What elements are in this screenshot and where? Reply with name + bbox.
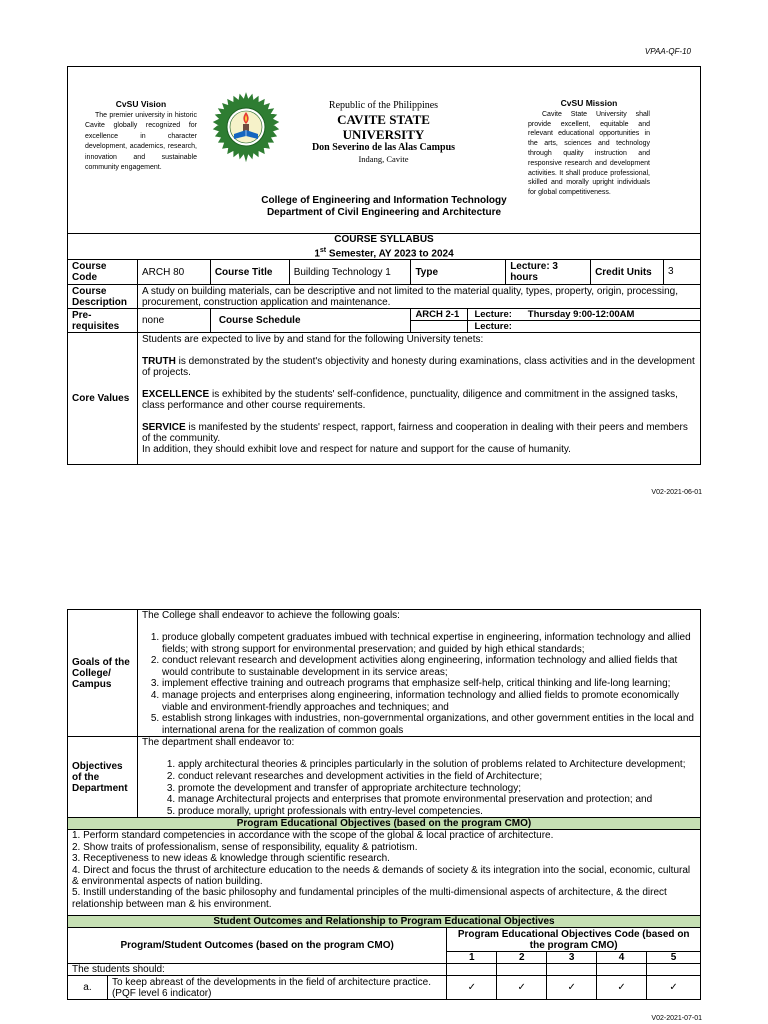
so-intro: The students should: <box>68 964 447 976</box>
check-icon: ✓ <box>447 976 497 1000</box>
type-value: Lecture: 3 hours <box>506 260 591 285</box>
goal-item: 2. conduct relevant research and development activities along engineering, information technology and allied fields that would contribute to sustainable development in its service areas; <box>162 655 696 678</box>
course-schedule-cell <box>411 309 701 333</box>
peo-header: Program Educational Objectives (based on the program CMO) <box>68 818 701 830</box>
college-name: College of Engineering and Information Technology <box>261 195 507 206</box>
course-code-label: Course Code <box>68 260 138 285</box>
schedule-section: ARCH 2-1 <box>411 309 468 320</box>
objectives-list <box>142 759 696 817</box>
course-code-value: ARCH 80 <box>137 260 210 285</box>
peo-code: 5 <box>647 952 701 964</box>
town-name: Indang, Cavite <box>358 154 409 164</box>
mission-title: CvSU Mission <box>560 98 618 108</box>
credit-units-value: 3 <box>663 260 700 284</box>
objective-item: 2. conduct relevant researches and development activities in the field of Architecture; <box>178 771 696 783</box>
credit-units-label: Credit Units <box>595 266 652 278</box>
document-code: VPAA-QF-10 <box>644 47 691 56</box>
course-info-table <box>67 233 701 465</box>
schedule-lecture: Lecture: Thursday 9:00-12:00AM <box>474 309 635 321</box>
core-values-closing: In addition, they should exhibit love and respect for nature and support for the cause of humanity. <box>141 444 571 456</box>
student-outcomes-table <box>67 927 701 1000</box>
prerequisites-value: none <box>137 309 210 333</box>
schedule-lecture-2: Lecture: <box>474 321 512 333</box>
type-label: Type <box>411 260 506 285</box>
core-values-content <box>137 333 700 465</box>
vision-block <box>85 99 197 174</box>
core-value-truth: TRUTH is demonstrated by the student's objectivity and honesty during examinations, class activities and in the development of projects. <box>141 356 695 379</box>
core-value-excellence: EXCELLENCE is exhibited by the students' self-confidence, punctuality, diligence and commitment in the assigned tasks, class performance and other course requirements. <box>141 389 678 412</box>
course-schedule-label: Course Schedule <box>210 309 411 333</box>
goals-list <box>142 632 696 736</box>
objective-item: 5. produce morally, upright professionals with entry-level competencies. <box>178 806 696 818</box>
objective-item: 1. apply architectural theories & principles particularly in the solution of problems related to Architecture development; <box>178 759 696 771</box>
course-description-value: A study on building materials, can be descriptive and not limited to the material quality, types, property, origin, processing, procurement, construction application and maintenance. <box>137 285 700 309</box>
vision-title: CvSU Vision <box>115 99 167 109</box>
peo-code: 2 <box>497 952 547 964</box>
version-code-page-2: V02-2021-07-01 <box>651 1015 702 1022</box>
core-values-intro: Students are expected to live by and stand for the following University tenets: <box>141 334 484 346</box>
course-title-value: Building Technology 1 <box>289 260 411 285</box>
peo-item: 4. Direct and focus the thrust of architecture education to the needs & demands of society & its integration into the social, economic, cultural & environmental aspects of nation building. <box>72 864 691 887</box>
college-heading <box>67 195 701 219</box>
peo-content <box>68 830 701 916</box>
credit-units-cell <box>591 260 701 285</box>
so-column-right-header: Program Educational Objectives Code (based on the program CMO) <box>447 928 701 952</box>
check-icon: ✓ <box>547 976 597 1000</box>
university-name: CAVITE STATE UNIVERSITY <box>337 112 430 142</box>
semester-line: 1st Semester, AY 2023 to 2024 <box>314 247 454 260</box>
objectives-content <box>138 737 701 818</box>
goals-objectives-table <box>67 609 701 928</box>
check-icon: ✓ <box>647 976 701 1000</box>
goal-item: 1. produce globally competent graduates imbued with technical expertise in engineering, information technology and allied fields; with strong support for environmental preservation; and guided by high ethical standards; <box>162 632 696 655</box>
so-row-text: To keep abreast of the developments in the field of architecture practice. (PQF level 6 indicator) <box>107 976 446 1000</box>
mission-text: Cavite State University shall provide excellent, equitable and relevant educational opportunities in the arts, sciences and technology through quality instruction and responsive research and development activities. It shall produce professional, skilled and morally upright individuals for global competitiveness. <box>528 110 650 197</box>
cvsu-seal-logo <box>206 92 286 162</box>
peo-item: 2. Show traits of professionalism, sense of responsibility, equality & patriotism. <box>72 841 418 853</box>
version-code-page-1: V02-2021-06-01 <box>651 489 702 496</box>
peo-code: 1 <box>447 952 497 964</box>
goal-item: 3. implement effective training and outreach programs that emphasize self-help, critical thinking and life-long learning; <box>162 678 696 690</box>
objectives-intro: The department shall endeavor to: <box>142 737 295 749</box>
peo-code: 4 <box>597 952 647 964</box>
so-header: Student Outcomes and Relationship to Program Educational Objectives <box>68 916 701 928</box>
mission-block <box>528 99 650 198</box>
university-heading <box>296 100 471 165</box>
goals-label: Goals of the College/ Campus <box>68 610 138 737</box>
goals-content <box>138 610 701 737</box>
vision-text: The premier university in historic Cavite globally recognized for excellence in character development, academics, research, innovation and sustainable community engagement. <box>85 111 197 171</box>
peo-item: 1. Perform standard competencies in accordance with the scope of the global & local practice of architecture. <box>72 830 554 842</box>
goal-item: 5. establish strong linkages with industries, non-governmental organizations, and other government entities in the local and international arena for the realization of common goals <box>162 713 696 736</box>
syllabus-title: COURSE SYLLABUS <box>334 234 434 245</box>
goals-intro: The College shall endeavor to achieve the following goals: <box>142 610 400 621</box>
republic-text: Republic of the Philippines <box>328 100 439 111</box>
campus-name: Don Severino de las Alas Campus <box>311 142 456 153</box>
goal-item: 4. manage projects and enterprises along engineering, information technology and allied fields to promote economically viable and environment-friendly approaches and techniques; and <box>162 690 696 713</box>
check-icon: ✓ <box>597 976 647 1000</box>
prerequisites-label: Pre-requisites <box>68 309 138 333</box>
course-description-label: Course Description <box>68 285 138 309</box>
objective-item: 4. manage Architectural projects and enterprises that promote environmental preservation and protection; and <box>178 794 696 806</box>
objectives-label: Objectives of the Department <box>68 737 138 818</box>
peo-item: 5. Instill understanding of the basic philosophy and fundamental principles of the multi-dimensional aspects of architecture, & the direct relationship between man & his environment. <box>72 887 667 910</box>
peo-item: 3. Receptiveness to new ideas & knowledge through scientific research. <box>72 853 390 865</box>
peo-code: 3 <box>547 952 597 964</box>
core-value-service: SERVICE is manifested by the students' respect, rapport, fairness and cooperation in dealing with their peers and members of the community. <box>141 422 688 445</box>
so-column-left-header: Program/Student Outcomes (based on the program CMO) <box>68 928 447 964</box>
syllabus-title-cell <box>68 234 701 260</box>
course-title-label: Course Title <box>210 260 289 285</box>
check-icon: ✓ <box>497 976 547 1000</box>
objective-item: 3. promote the development and transfer of appropriate architecture technology; <box>178 783 696 795</box>
core-values-label: Core Values <box>68 333 138 465</box>
department-name: Department of Civil Engineering and Architecture <box>266 207 502 218</box>
so-row-letter: a. <box>68 976 108 1000</box>
